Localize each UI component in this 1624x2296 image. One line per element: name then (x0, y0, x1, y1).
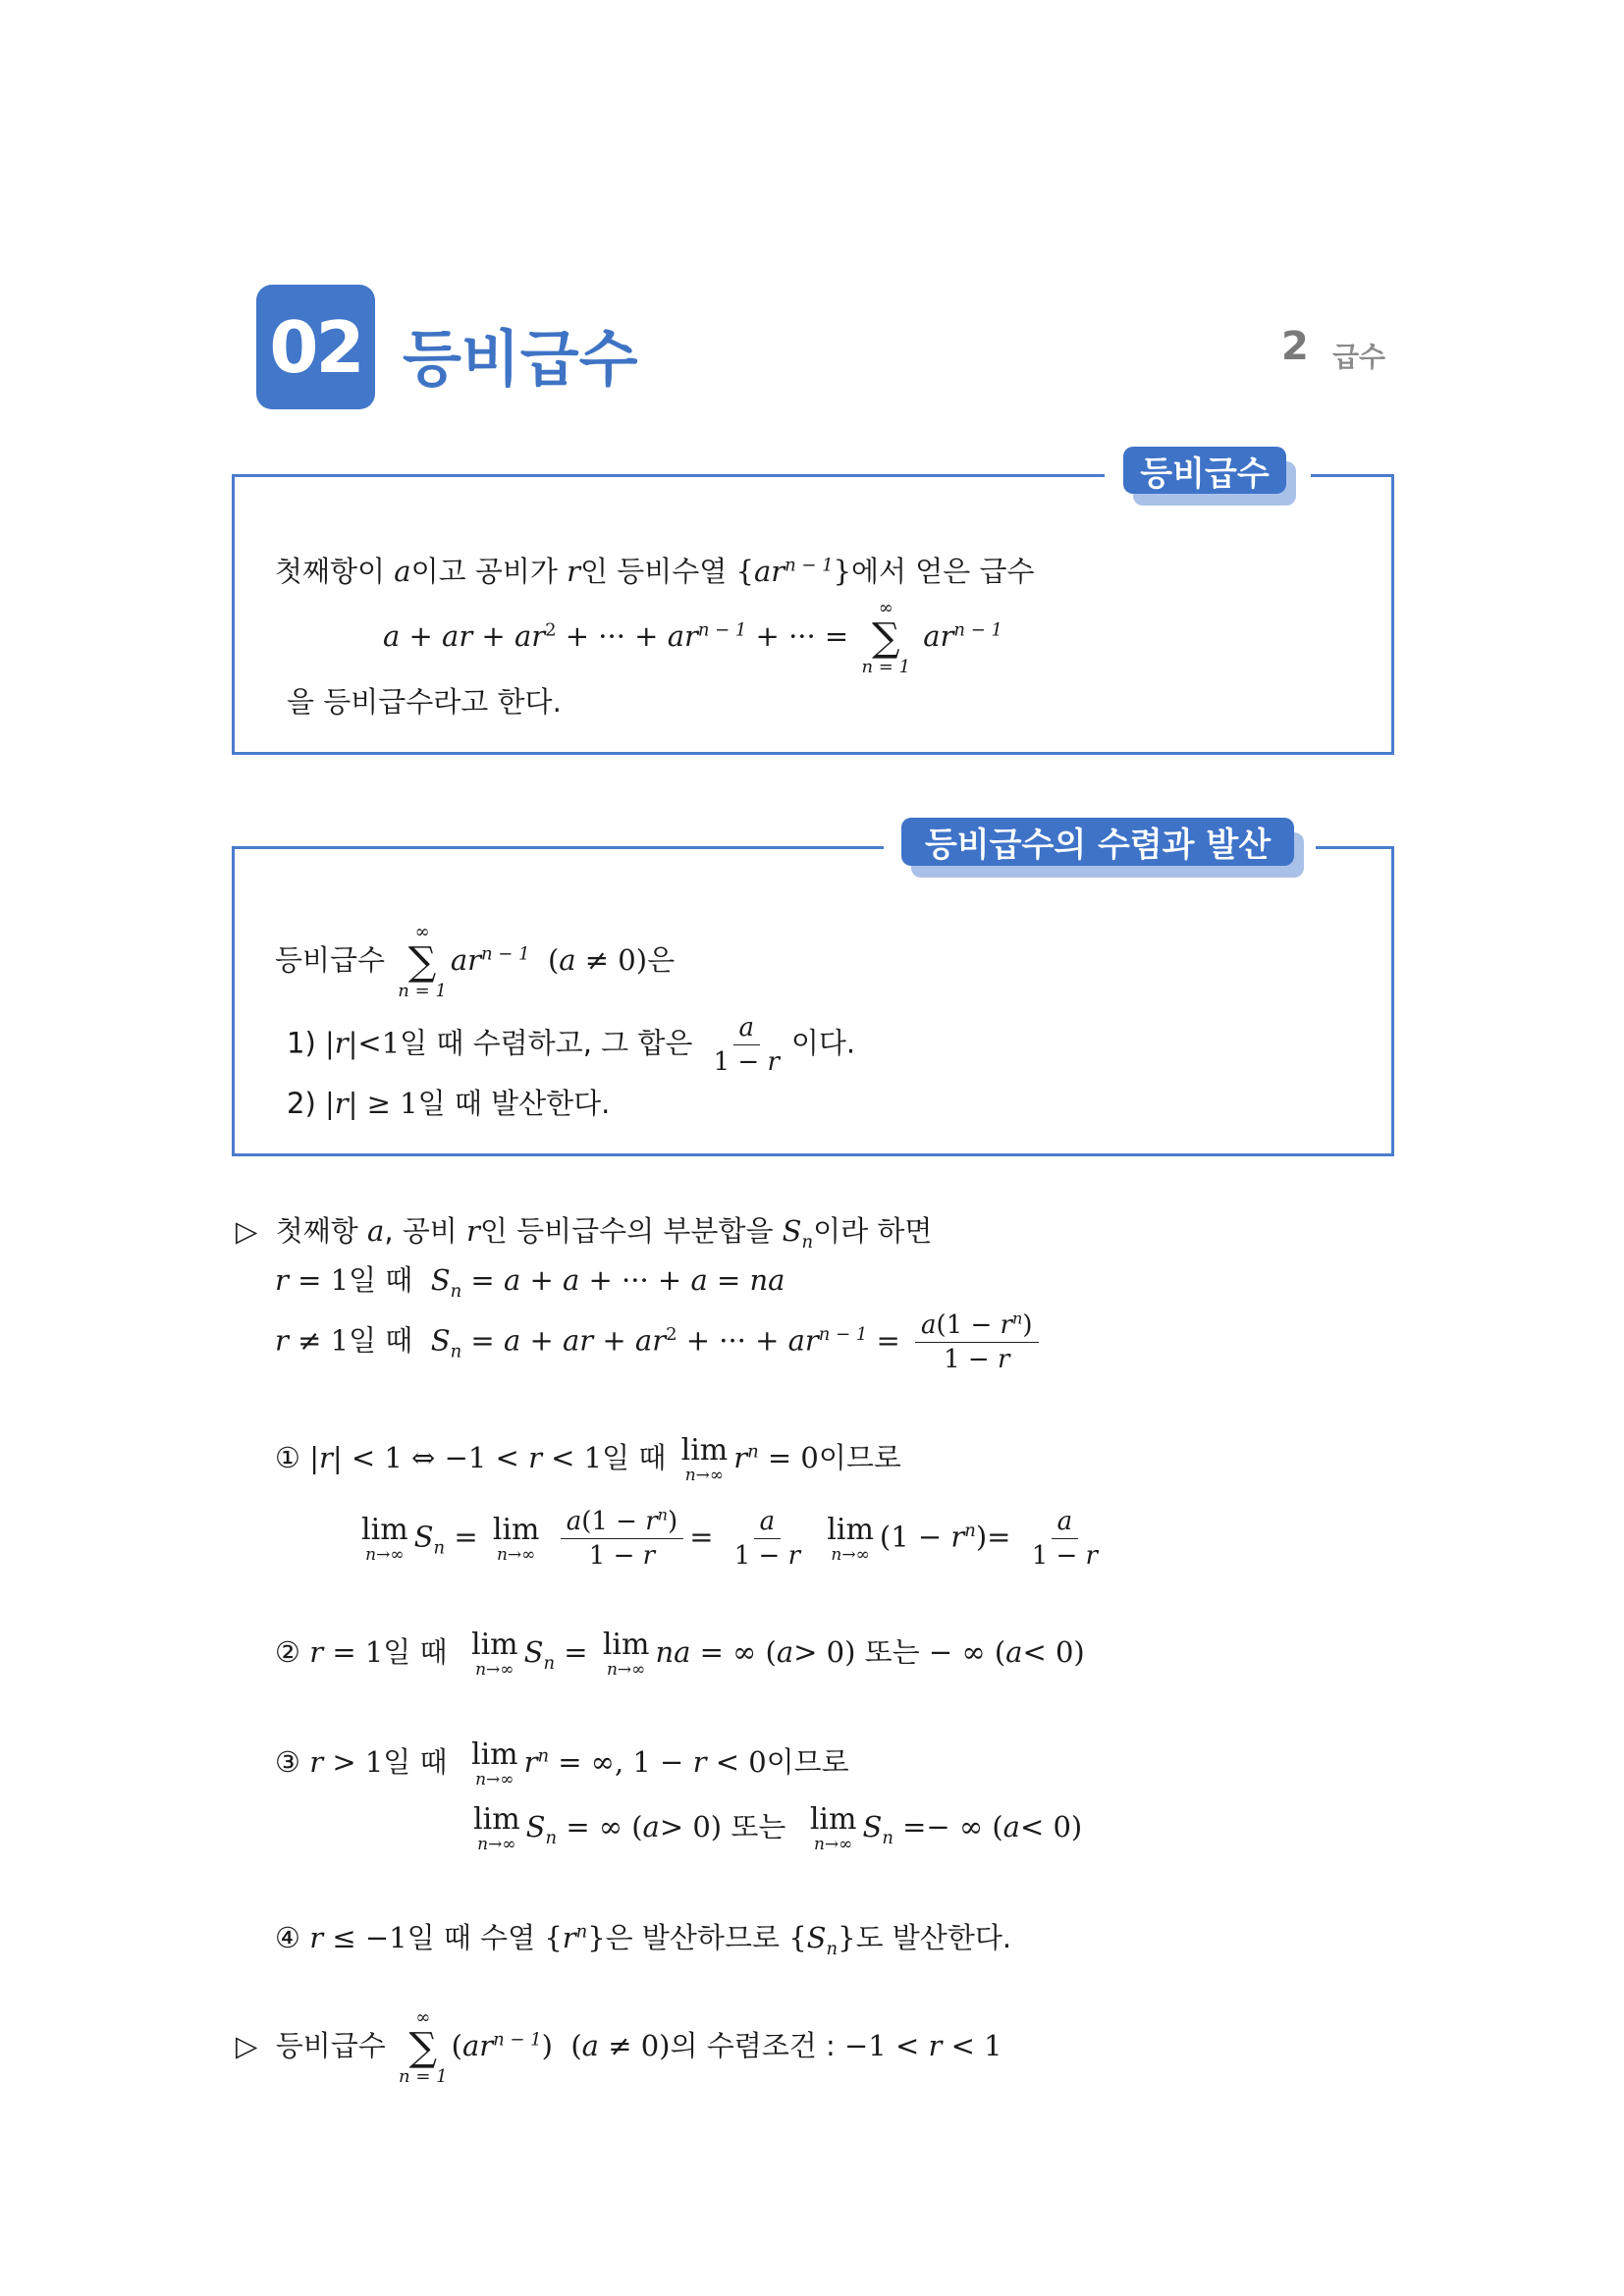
note-r-not-1: r ≠ 1일 때 $S_n = a$ + ar + $ar^2$ + ··· + $ar^{n - 1}$ = $\frac{a(1 - r^n)}{1 - r}$ (275, 1310, 1045, 1374)
note-convergence-condition: ▷ 등비급수 ∞ ∑ n = 1 $(ar^{n - 1}) (a \ne 0)$의 수렴조건 : −1 < r < 1 (236, 2007, 1002, 2087)
case-1-condition: ① |r| < 1 ⇔ −1 < r < 1일 때 lim n→∞ $r^n = 0$이므로 (275, 1433, 901, 1485)
definition-formula: a + ar + $ar^2$ + ··· + $ar^{n - 1}$ + ··· = ∞ ∑ n = 1 $ar^{n - 1}$ (383, 598, 1002, 677)
case-3-condition: ③ r > 1일 때 lim n→∞ $r^n$ = ∞, 1 − r < 0이므로 (275, 1737, 849, 1789)
convergence-item-2: 2) |r| ≥ 1일 때 발산한다. (287, 1087, 611, 1120)
definition-line-1: 첫째항이 a이고 공비가 r인 등비수열 $\{ar^{n - 1}\}$에서 얻은 급수 (275, 555, 1035, 588)
convergence-intro: 등비급수 ∞ ∑ n = 1 $ar^{n - 1}$ (a ≠ 0)은 (275, 922, 676, 1001)
case-3-limit: lim n→∞ $S_n$ = ∞ (a> 0) 또는 lim n→∞ $S_n$ =− ∞ (a< 0) (473, 1802, 1083, 1854)
note-r-equals-1: r = 1일 때 $S_n = a + a$ + ··· + a = na (275, 1263, 785, 1302)
page-title: 등비급수 (403, 323, 638, 395)
section-number-badge: 02 (256, 285, 375, 409)
convergence-tag: 등비급수의 수렴과 발산 (901, 818, 1294, 866)
convergence-item-1: 1) |r|<1일 때 수렴하고, 그 합은 $\frac{a}{1 - r}$ 이다. (287, 1013, 856, 1077)
case-2: ② r = 1일 때 lim n→∞ $S_n$ = lim n→∞ na = ∞ (a> 0) 또는 − ∞ (a< 0) (275, 1628, 1085, 1680)
chapter-number: 2 (1281, 324, 1309, 369)
case-4: ④ r ≤ −1일 때 수열 $\{r^n\}$은 발산하므로 $\{S_n\}$도 발산한다. (275, 1921, 1012, 1959)
case-1-limit: lim n→∞ $S_n$ = lim n→∞ $\frac{a(1 - r^n)}{1 - r}$ = $\frac{a}{1 - r}$ lim n→∞ $(1 - r^n)=$ $\frac{a}{1 - r}$ (361, 1505, 1098, 1571)
definition-tag: 등비급수 (1123, 447, 1286, 494)
note-partial-sum: ▷ 첫째항 a, 공비 r인 등비급수의 부분합을 $S_n$이라 하면 (236, 1214, 933, 1253)
definition-line-3: 을 등비급수라고 한다. (287, 685, 562, 719)
chapter-name: 급수 (1332, 341, 1386, 373)
